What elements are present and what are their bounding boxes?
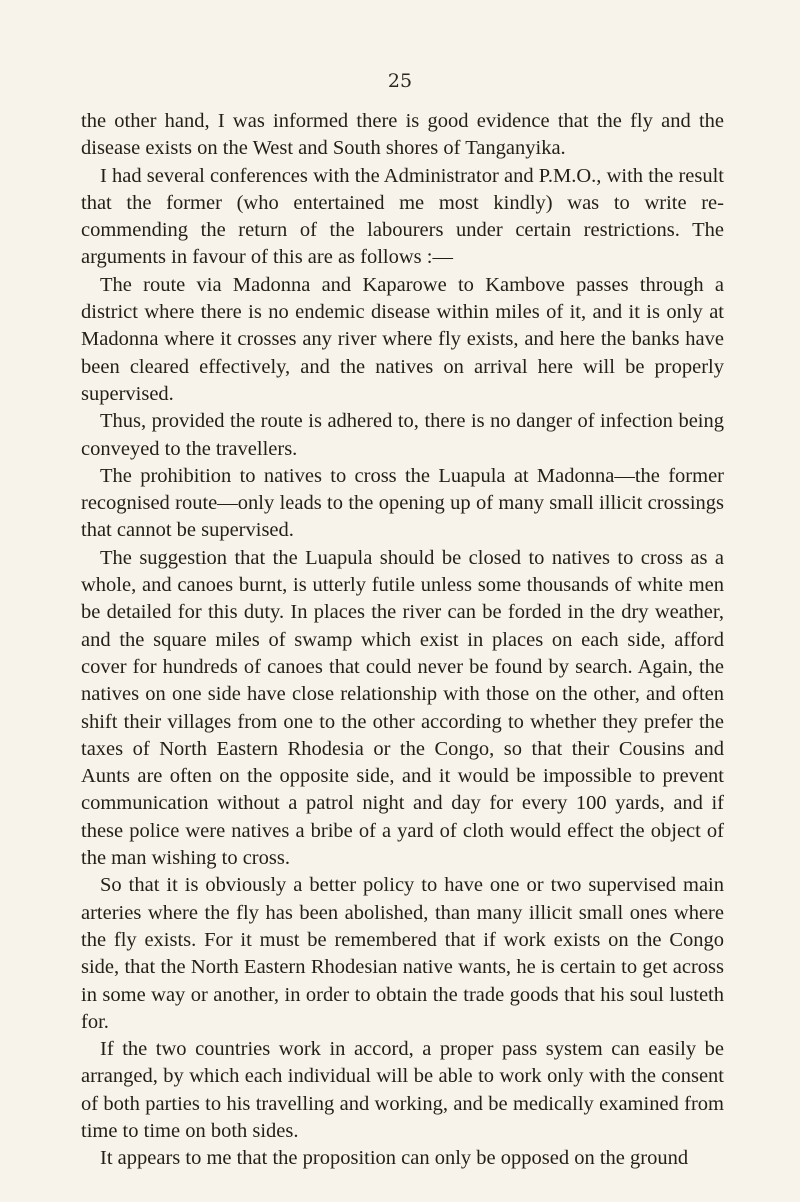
paragraph-conferences: I had several conferences with the Administrator and P.M.O., with the result that the former (who entertained me most kindly) was to write re-commending the return of the labourers under certain restrictions. The arguments in favour of this are as follows :— [81, 164, 724, 269]
page-number: 25 [387, 70, 413, 92]
paragraph-policy: So that it is obviously a better policy to have one or two supervised main arteries where the fly has been abolished, than many illicit small ones where the fly exists. For it must be remembered that if work exists on the Congo side, that the North Eastern Rhodesian native wants, he is certain to get across in some way or another, in order to obtain the trade goods that his soul lusteth for. [81, 874, 724, 1033]
paragraph-provided-route: Thus, provided the route is adhered to, there is no danger of infection being conveyed to the travellers. [81, 410, 724, 460]
paragraph-route: The route via Madonna and Kaparowe to Kambove passes through a district where there is no endemic disease within miles of it, and it is only at Madonna where it crosses any river where fly exists, and here the banks have been cleared effectively, and the natives on arrival here will be properly supervised. [81, 273, 724, 405]
paragraph-prohibition: The prohibition to natives to cross the Luapula at Madonna—the former recognised route—only leads to the opening up of many small illicit crossings that cannot be supervised. [81, 464, 724, 542]
paragraph-continuation: the other hand, I was informed there is good evidence that the fly and the disease exists on the West and South shores of Tanganyika. [81, 110, 724, 160]
paragraph-suggestion: The suggestion that the Luapula should be closed to natives to cross as a whole, and canoes burnt, is utterly futile unless some thousands of white men be detailed for this duty. In places the river can be forded in the dry weather, and the square miles of swamp which exist in places on each side, afford cover for hundreds of canoes that could never be found by search. Again, the natives on one side have close relationship with those on the other, and often shift their villages from one to the other according to whether they prefer the taxes of North Eastern Rhodesia or the Congo, so that their Cousins and Aunts are often on the opposite side, and it would be impossible to prevent communication without a patrol night and day for every 100 yards, and if these police were natives a bribe of a yard of cloth would effect the object of the man wishing to cross. [81, 546, 724, 870]
paragraph-proposition: It appears to me that the proposition can only be opposed on the ground [100, 1147, 689, 1170]
paragraph-accord: If the two countries work in accord, a proper pass system can easily be arranged, by which each individual will be able to work only with the consent of both parties to his travelling and working, and be medically examined from time to time on both sides. [81, 1038, 724, 1142]
body-text [81, 108, 724, 1173]
